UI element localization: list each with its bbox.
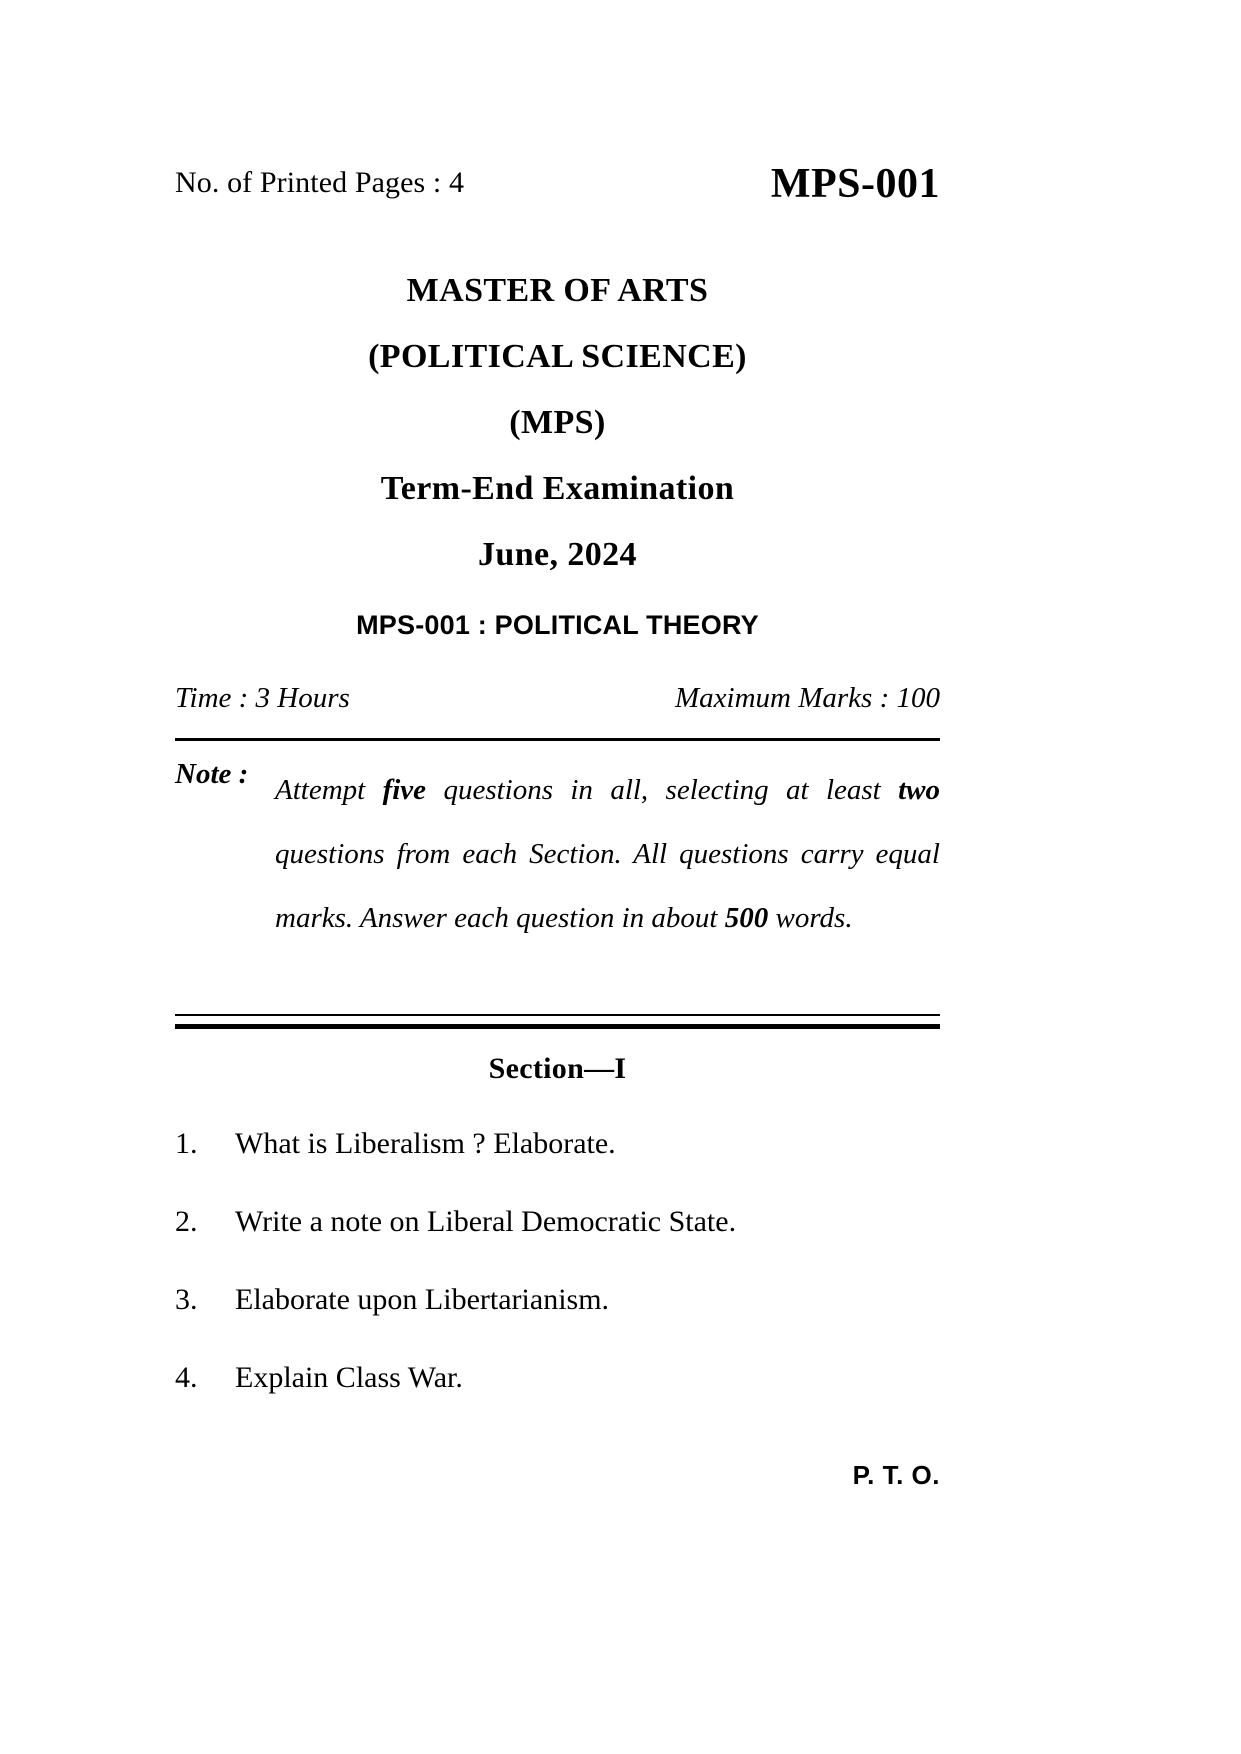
exam-title-block	[175, 258, 940, 641]
question-text: Elaborate upon Libertarianism.	[235, 1283, 610, 1316]
instructions-note	[175, 758, 940, 950]
title-line-session: June, 2024	[478, 536, 637, 573]
section-heading: Section—I	[488, 1052, 627, 1085]
question-text: Write a note on Liberal Democratic State.	[235, 1205, 737, 1238]
printed-pages-count: No. of Printed Pages : 4	[175, 166, 465, 199]
horizontal-rule-top	[175, 738, 940, 741]
title-line-exam-type: Term-End Examination	[380, 470, 735, 507]
title-line-programme: MASTER OF ARTS	[406, 272, 709, 309]
exam-meta-row	[175, 682, 940, 726]
note-label: Note :	[175, 758, 249, 790]
note-text-part-2: questions in all, selecting at least	[426, 774, 899, 806]
page-turn-over-note: P. T. O.	[852, 1460, 940, 1490]
note-text-part-3: questions from each Section. All questions carry equal marks. Answer each question in about	[275, 838, 940, 934]
question-text: What is Liberalism ? Elaborate.	[235, 1127, 616, 1160]
question-number: 4.	[175, 1361, 198, 1394]
question-number: 3.	[175, 1283, 198, 1316]
page-header	[175, 160, 940, 216]
exam-paper-page	[175, 0, 940, 1754]
question-item	[175, 1200, 940, 1278]
note-emphasis-500: 500	[724, 902, 769, 934]
question-item	[175, 1278, 940, 1356]
note-text	[275, 758, 940, 950]
horizontal-rule-double	[175, 1014, 940, 1029]
question-number: 2.	[175, 1205, 198, 1238]
note-emphasis-two: two	[898, 774, 940, 806]
question-number: 1.	[175, 1127, 198, 1160]
question-text: Explain Class War.	[235, 1361, 463, 1394]
note-text-part-1: Attempt	[275, 774, 383, 806]
question-item	[175, 1122, 940, 1200]
title-line-programme-abbr: (MPS)	[509, 404, 606, 441]
question-list	[175, 1122, 940, 1434]
exam-duration: Time : 3 Hours	[175, 682, 350, 714]
title-line-discipline: (POLITICAL SCIENCE)	[368, 338, 747, 375]
question-item	[175, 1356, 940, 1434]
maximum-marks: Maximum Marks : 100	[675, 682, 940, 714]
note-text-part-4: words.	[768, 902, 853, 934]
subject-title: MPS-001 : POLITICAL THEORY	[356, 610, 759, 640]
note-emphasis-five: five	[382, 774, 427, 806]
course-code: MPS-001	[770, 161, 940, 207]
